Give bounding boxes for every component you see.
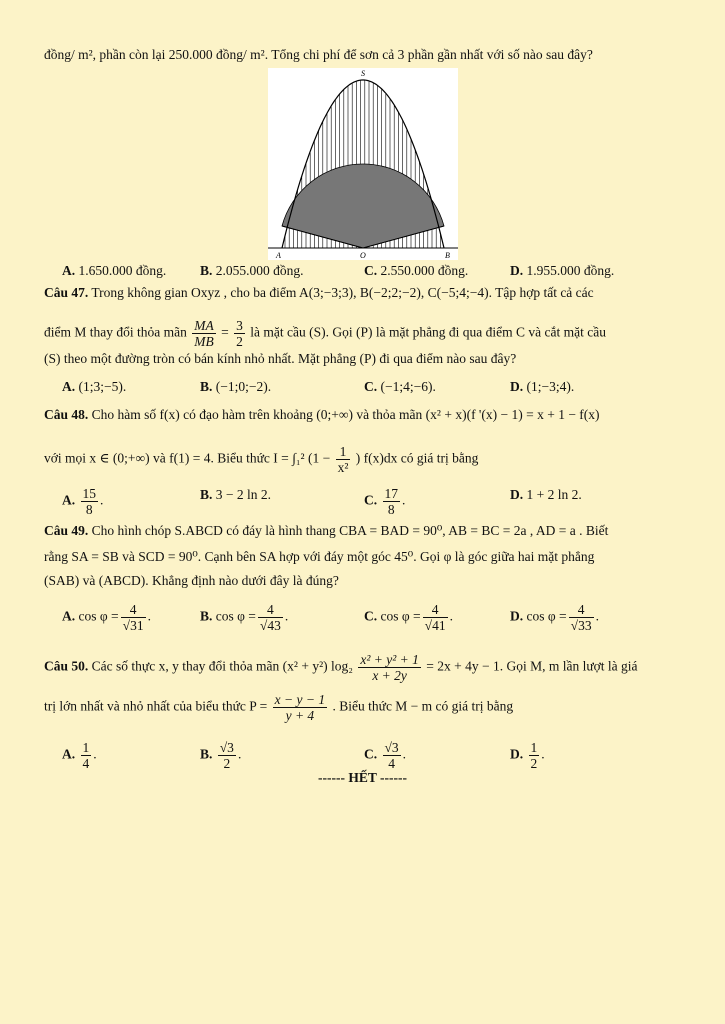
q47-option-c[interactable]: C. (−1;4;−6). — [364, 379, 436, 394]
q48-option-b[interactable]: B. 3 − 2 ln 2. — [200, 487, 272, 502]
q50-frac-p: $\frac{x - y - 1}{y + 4}$ — [274, 692, 326, 723]
q49-line2: rằng SA = SB và SCD = 90⁰. Cạnh bên SA hợp với đáy một góc 45⁰. Gọi φ là góc giữa hai mặt phẳng — [44, 549, 595, 564]
q49-option-a[interactable]: A. cos φ = $\frac{4}{√31}$ . — [62, 602, 151, 633]
q50-option-d[interactable]: D. $\frac{1}{2}$ . — [510, 740, 545, 771]
q49-option-d[interactable]: D. cos φ = $\frac{4}{√33}$ . — [510, 602, 599, 633]
q48-line2: với mọi x ∈ (0;+∞) và f(1) = 4. Biểu thức I = ∫₁² (1 − $\frac{1}{\text{x²}}$ ) f(x)dx có giá trị bằng — [44, 444, 479, 475]
label-a: A — [276, 251, 281, 260]
q47-line1: Câu 47. Trong không gian Oxyz , cho ba điểm A(3;−3;3), B(−2;2;−2), C(−5;4;−4). Tập hợp tất cả các — [44, 285, 594, 300]
q50-option-b[interactable]: B. $\frac{√3}{2}$ . — [200, 740, 242, 771]
q48-option-a[interactable]: A. $\frac{15}{8}$ . — [62, 486, 104, 517]
q50-option-a[interactable]: A. $\frac{1}{4}$ . — [62, 740, 97, 771]
q47-frac-3-2: $\frac{3}{2}$ — [236, 318, 243, 349]
q46-option-c[interactable]: C. 2.550.000 đồng. — [364, 263, 469, 278]
q48-option-d[interactable]: D. 1 + 2 ln 2. — [510, 487, 582, 502]
q46-option-d[interactable]: D. 1.955.000 đồng. — [510, 263, 615, 278]
end-marker: ------ HẾT ------ — [318, 770, 407, 785]
q50-line1: Câu 50. Các số thực x, y thay đổi thỏa mãn (x² + y²) log₂ $\frac{\text{x² + y² + 1}}{x + 2y}$ = 2x + 4y − 1. Gọi M, m lần lượt là giá — [44, 652, 638, 683]
q48-line1: Câu 48. Cho hàm số f(x) có đạo hàm trên khoảng (0;+∞) và thỏa mãn (x² + x)(f '(x) − 1) = x + 1 − f(x) — [44, 407, 600, 422]
q49-line1: Câu 49. Cho hình chóp S.ABCD có đáy là hình thang CBA = BAD = 90⁰, AB = BC = 2a , AD = a . Biết — [44, 523, 609, 538]
q47-frac-ma-mb: $\frac{MA}{MB}$ — [194, 318, 214, 349]
q47-line3: (S) theo một đường tròn có bán kính nhỏ nhất. Mặt phẳng (P) đi qua điểm nào sau đây? — [44, 351, 517, 366]
q50-line2: trị lớn nhất và nhỏ nhất của biểu thức P = $\frac{x - y - 1}{y + 4}$ . Biểu thức M − m có giá trị bằng — [44, 692, 514, 723]
q50-frac-log-arg: $\frac{\text{x² + y² + 1}}{x + 2y}$ — [360, 652, 419, 683]
q48-frac-1-x2: $\frac{1}{\text{x²}}$ — [337, 444, 349, 475]
q47-option-d[interactable]: D. (1;−3;4). — [510, 379, 575, 394]
parabola-diagram — [268, 68, 458, 260]
q47-option-b[interactable]: B. (−1;0;−2). — [200, 379, 272, 394]
q50-option-c[interactable]: C. $\frac{√3}{4}$ . — [364, 740, 407, 771]
q46-option-b[interactable]: B. 2.055.000 đồng. — [200, 263, 304, 278]
q48-option-c[interactable]: C. $\frac{17}{8}$ . — [364, 486, 406, 517]
label-b: B — [445, 251, 450, 260]
q47-line2: điểm M thay đổi thỏa mãn $\frac{MA}{MB}$ = $\frac{3}{2}$ là mặt cầu (S). Gọi (P) là mặt phẳng đi qua điểm C và cắt mặt cầu — [44, 318, 607, 349]
label-o: O — [360, 251, 366, 260]
q49-line3: (SAB) và (ABCD). Khẳng định nào dưới đây là đúng? — [44, 573, 339, 588]
parabola-figure — [268, 68, 458, 260]
q46-option-a[interactable]: A. 1.650.000 đồng. — [62, 263, 167, 278]
intro-line: đồng/ m², phần còn lại 250.000 đồng/ m². Tổng chi phí để sơn cả 3 phần gần nhất với số nào sau đây? — [44, 47, 593, 62]
q47-option-a[interactable]: A. (1;3;−5). — [62, 379, 127, 394]
q49-option-b[interactable]: B. cos φ = $\frac{4}{√43}$ . — [200, 602, 289, 633]
q49-option-c[interactable]: C. cos φ = $\frac{4}{√41}$ . — [364, 602, 453, 633]
label-s: S — [361, 69, 365, 78]
